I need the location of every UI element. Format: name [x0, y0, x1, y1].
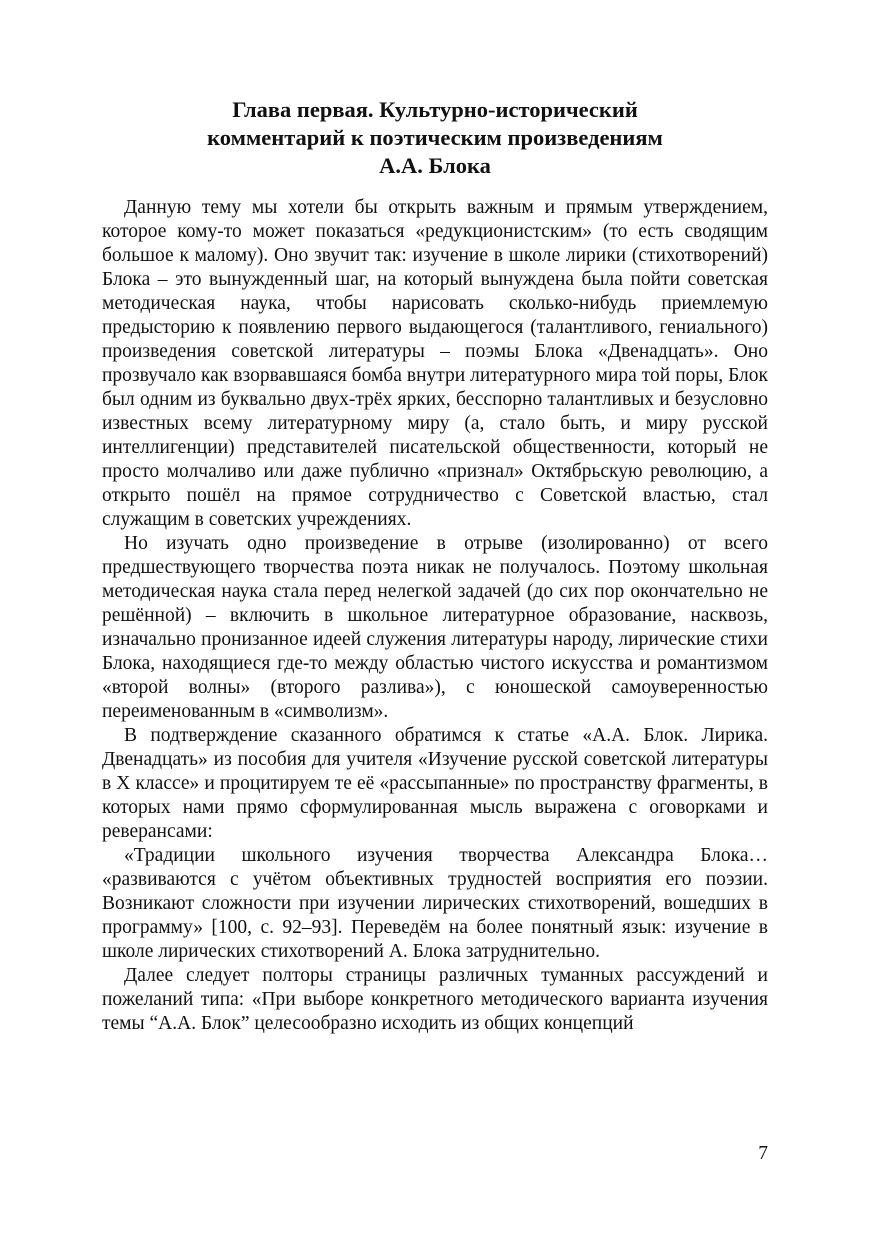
chapter-heading-line-1: Глава первая. Культурно-исторический — [232, 97, 638, 122]
paragraph-4-quote: «Традиции школьного изучения творчества Александра Блока… «развиваются с учётом объективных трудностей восприятия его поэзии. Возникают сложности при изучении лирических стихотворений, вошедших в программу» [100, с. 92–93]. Переведём на более понятный язык: изучение в школе лирических стихотворений А. Блока затруднительно. — [102, 845, 768, 962]
chapter-heading-line-2: комментарий к поэтическим произведениям — [207, 125, 663, 150]
paragraph-2: Но изучать одно произведение в отрыве (изолированно) от всего предшествующего творчества поэта никак не получалось. Поэтому школьная методическая наука стала перед нелегкой задачей (до сих пор окончательно не решённой) – включить в школьное литературное образование, насквозь, изначально пронизанное идеей служения литературы народу, лирические стихи Блока, находящиеся где-то между областью чистого искусства и романтизмом «второй волны» (второго разлива»), с юношеской самоуверенностью переименованным в «символизм». — [102, 533, 768, 722]
paragraph-3: В подтверждение сказанного обратимся к статье «А.А. Блок. Лирика. Двенадцать» из пособия для учителя «Изучение русской советской литературы в X классе» и процитируем те её «рассыпанные» по пространству фрагменты, в которых нами прямо сформулированная мысль выражена с оговорками и реверансами: — [102, 725, 768, 842]
chapter-heading — [102, 96, 768, 180]
paragraph-1: Данную тему мы хотели бы открыть важным и прямым утверждением, которое кому-то может показаться «редукционистским» (то есть сводящим большое к малому). Оно звучит так: изучение в школе лирики (стихотворений) Блока – это вынужденный шаг, на который вынуждена была пойти советская методическая наука, чтобы нарисовать сколько-нибудь приемлемую предысторию к появлению первого выдающегося (талантливого, гениального) произведения советской литературы – поэмы Блока «Двенадцать». Оно прозвучало как взорвавшаяся бомба внутри литературного мира той поры, Блок был одним из буквально двух-трёх ярких, бесспорно талантливых и безусловно известных всему литературному миру (а, стало быть, и миру русской интеллигенции) представителей писательской общественности, который не просто молчаливо или даже публично «признал» Октябрьскую революцию, а открыто пошёл на прямое сотрудничество с Советской властью, стал служащим в советских учреждениях. — [102, 197, 768, 530]
page-number: 7 — [758, 1143, 768, 1164]
page-content — [102, 96, 768, 1036]
chapter-heading-line-3: А.А. Блока — [379, 153, 491, 178]
paragraph-5: Далее следует полторы страницы различных туманных рассуждений и пожеланий типа: «При выборе конкретного методического варианта изучения темы “А.А. Блок” целесообразно исходить из общих концепций — [102, 965, 768, 1034]
